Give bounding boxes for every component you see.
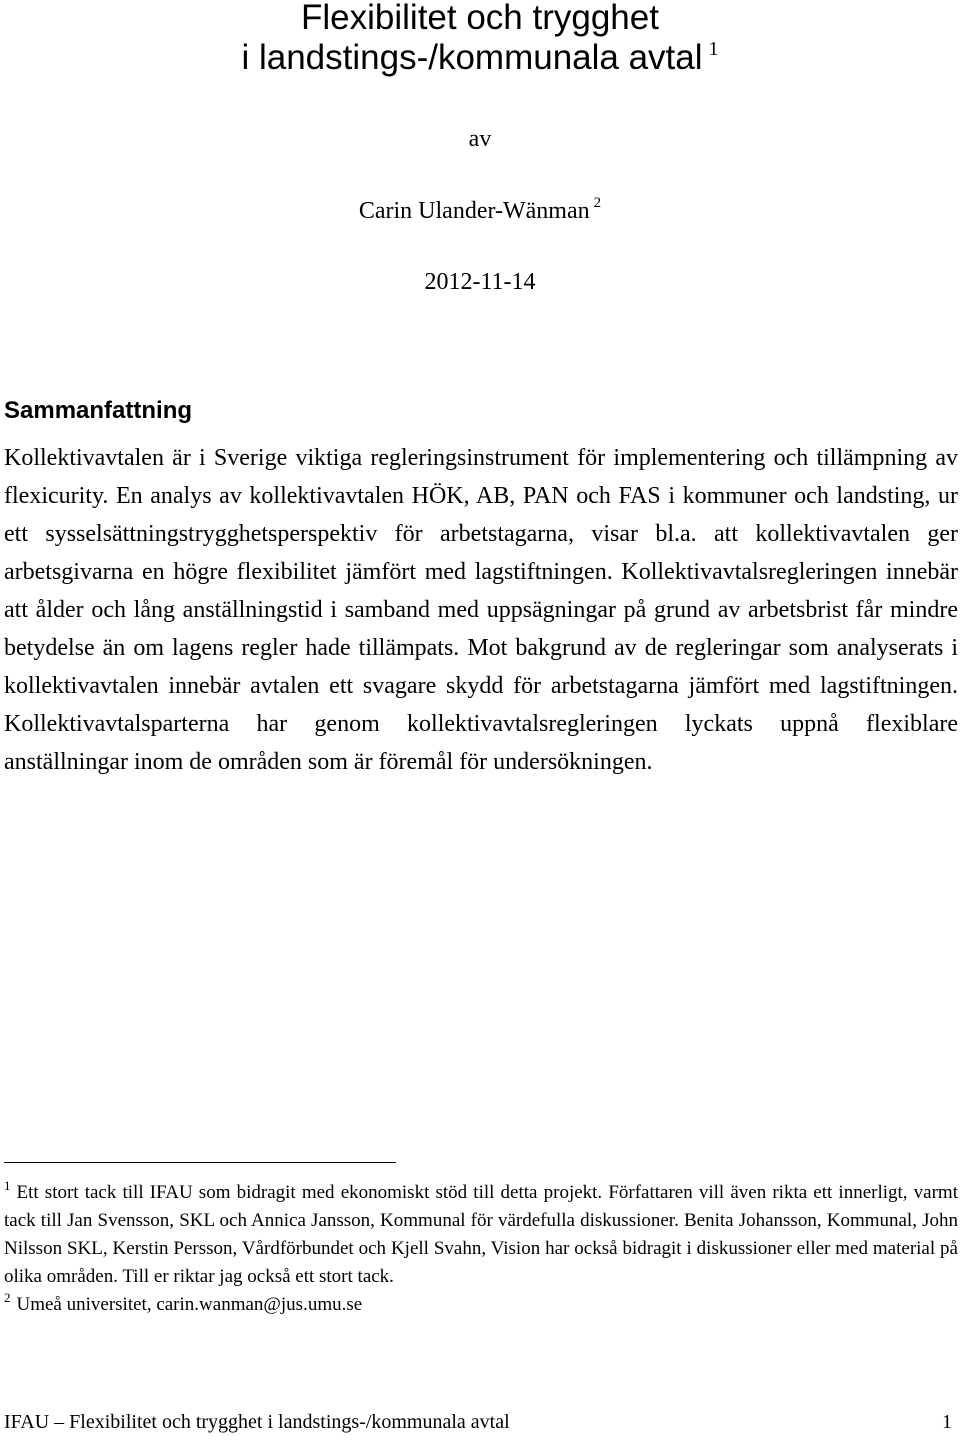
footnotes <box>4 1179 958 1319</box>
author-footnote-ref[interactable]: 2 <box>593 195 602 211</box>
author-name: Carin Ulander-Wänman <box>358 198 590 224</box>
page-number: 1 <box>942 1411 952 1433</box>
byline-av <box>0 125 960 153</box>
footnote-2-text: Umeå universitet, carin.wanman@jus.umu.se <box>16 1294 363 1315</box>
summary-body: Kollektivavtalen är i Sverige viktiga regleringsinstrument för implementering och tillämpning av flexicurity. En analys av kollektivavtalen HÖK, AB, PAN och FAS i kommuner och landsting, ur ett sysselsättningstrygghetsperspektiv för arbetstagarna, visar bl.a. att kollektivavtalen ger arbetsgivarna en högre flexibilitet jämfört med lagstiftningen. Kollektivavtalsregleringen innebär att ålder och lång anställningstid i samband med uppsägningar på grund av arbetsbrist får mindre betydelse än om lagens regler hade tillämpats. Mot bakgrund av de regleringar som analyserats i kollektivavtalen innebär avtalen ett svagare skydd för arbetstagarna jämfört med lagstiftningen. Kollektivavtalsparterna har genom kollektivavtalsregleringen lyckats uppnå flexiblare anställningar inom de områden som är föremål för undersökningen. <box>4 445 958 775</box>
title-footnote-ref[interactable]: 1 <box>708 38 719 60</box>
document-title <box>0 0 960 78</box>
title-line-2: i landstings-/kommunala avtal <box>241 38 703 77</box>
footnote-1 <box>4 1179 958 1291</box>
footnote-1-text: Ett stort tack till IFAU som bidragit med ekonomiskt stöd till detta projekt. Författaren vill även rikta ett innerligt, varmt tack till Jan Svensson, SKL och Annica Jansson, Kommunal för värdefulla diskussioner. Benita Johansson, Kommunal, John Nilsson SKL, Kerstin Persson, Vårdförbundet och Kjell Svahn, Vision har också bidragit i diskussioner eller med material på olika områden. Till er riktar jag också ett stort tack. <box>4 1182 958 1287</box>
author-line <box>0 197 960 225</box>
footnote-1-marker: 1 <box>4 1178 11 1193</box>
running-title: IFAU – Flexibilitet och trygghet i landstings-/kommunala avtal <box>4 1411 510 1433</box>
summary-heading: Sammanfattning <box>4 397 193 424</box>
document-date: 2012-11-14 <box>424 269 536 295</box>
footnote-separator <box>4 1162 396 1163</box>
page-footer <box>4 1409 952 1435</box>
footnote-2-marker: 2 <box>4 1290 11 1305</box>
title-line-1: Flexibilitet och trygghet <box>301 0 659 37</box>
by-word: av <box>468 126 492 152</box>
footnote-2 <box>4 1291 958 1319</box>
date-line <box>0 268 960 296</box>
